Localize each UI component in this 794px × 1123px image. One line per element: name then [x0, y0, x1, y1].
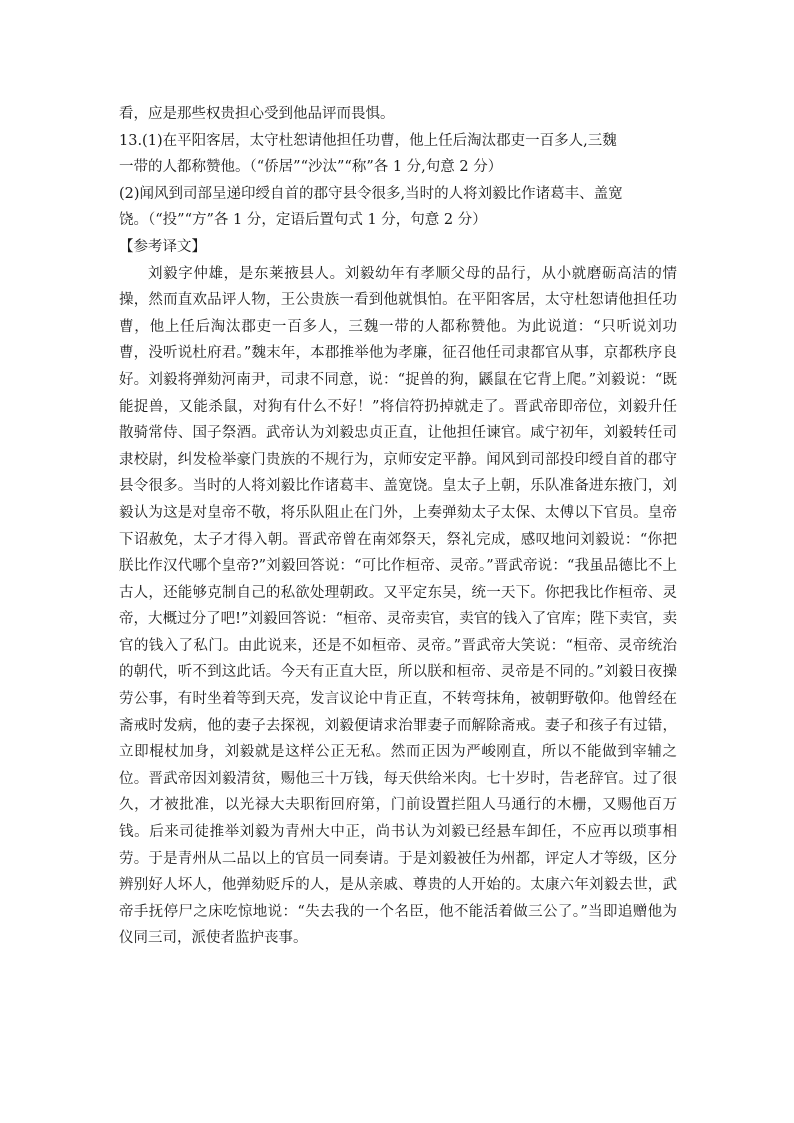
document-body	[119, 101, 677, 952]
answer-13-2-line-1: (2)闻风到司部呈递印绶自首的郡守县令很多,当时的人将刘毅比作诸葛丰、盖宽	[119, 185, 623, 202]
answer-13-1-line-2: 一带的人都称赞他。（“侨居”“沙汰”“称”各 1 分,句意 2 分）	[119, 159, 503, 176]
answer-13-2-line-2: 饶。（“投”“方”各 1 分，定语后置句式 1 分，句意 2 分）	[119, 212, 487, 229]
continued-line: 看，应是那些权贵担心受到他品评而畏惧。	[119, 106, 395, 122]
answer-13-1-line-1: 13.(1)在平阳客居，太守杜恕请他担任功曹，他上任后淘汰郡吏一百多人,三魏	[119, 132, 617, 149]
translation-heading: 【参考译文】	[119, 238, 206, 255]
translation-paragraph: 刘毅字仲雄，是东莱掖县人。刘毅幼年有孝顺父母的品行，从小就磨砺高洁的情操，然而直欢品评人物，王公贵族一看到他就惧怕。在平阳客居，太守杜恕请他担任功曹，他上任后淘汰郡吏一百多人，三魏一带的人都称赞他。为此说道：“只听说刘功曹，没听说杜府君。”魏末年，本郡推举他为孝廉，征召他任司隶都官从事，京都秩序良好。刘毅将弹劾河南尹，司隶不同意，说：“捉兽的狗，鼷鼠在它背上爬。”刘毅说：“既能捉兽，又能杀鼠，对狗有什么不好！”将信符扔掉就走了。晋武帝即帝位，刘毅升任散骑常侍、国子祭酒。武帝认为刘毅忠贞正直，让他担任谏官。咸宁初年，刘毅转任司隶校尉，纠发检举豪门贵族的不规行为，京师安定平静。闻风到司部投印绶自首的郡守县令很多。当时的人将刘毅比作诸葛丰、盖宽饶。皇太子上朝，乐队准备进东掖门，刘毅认为这是对皇帝不敬，将乐队阻止在门外，上奏弹劾太子太保、太傅以下官员。皇帝下诏赦免，太子才得入朝。晋武帝曾在南郊祭天，祭礼完成，感叹地问刘毅说：“你把朕比作汉代哪个皇帝?”刘毅回答说：“可比作桓帝、灵帝。”晋武帝说：“我虽品德比不上古人，还能够克制自己的私欲处理朝政。又平定东吴，统一天下。你把我比作桓帝、灵帝，大概过分了吧!”刘毅回答说：“桓帝、灵帝卖官，卖官的钱入了官库；陛下卖官，卖官的钱入了私门。由此说来，还是不如桓帝、灵帝。”晋武帝大笑说：“桓帝、灵帝统治的朝代，听不到这此话。今天有正直大臣，所以朕和桓帝、灵帝是不同的。”刘毅日夜操劳公事，有时坐着等到天亮，发言议论中肯正直，不转弯抹角，被朝野敬仰。他曾经在斋戒时发病，他的妻子去探视，刘毅便请求治罪妻子而解除斋戒。妻子和孩子有过错，立即棍杖加身，刘毅就是这样公正无私。然而正因为严峻刚直，所以不能做到宰辅之位。晋武帝因刘毅清贫，赐他三十万钱，每天供给米肉。七十岁时，告老辞官。过了很久，才被批准，以光禄大夫职衔回府第，门前设置拦阻人马通行的木栅，又赐他百万钱。后来司徒推举刘毅为青州大中正，尚书认为刘毅已经悬车卸任，不应再以琐事相劳。于是青州从二品以上的官员一同奏请。于是刘毅被任为州都，评定人才等级，区分辨别好人坏人，他弹劾贬斥的人，是从亲戚、尊贵的人开始的。太康六年刘毅去世，武帝手抚停尸之床吃惊地说：“失去我的一个名臣，他不能活着做三公了。”当即追赠他为仪同三司，派使者监护丧事。	[119, 265, 677, 947]
